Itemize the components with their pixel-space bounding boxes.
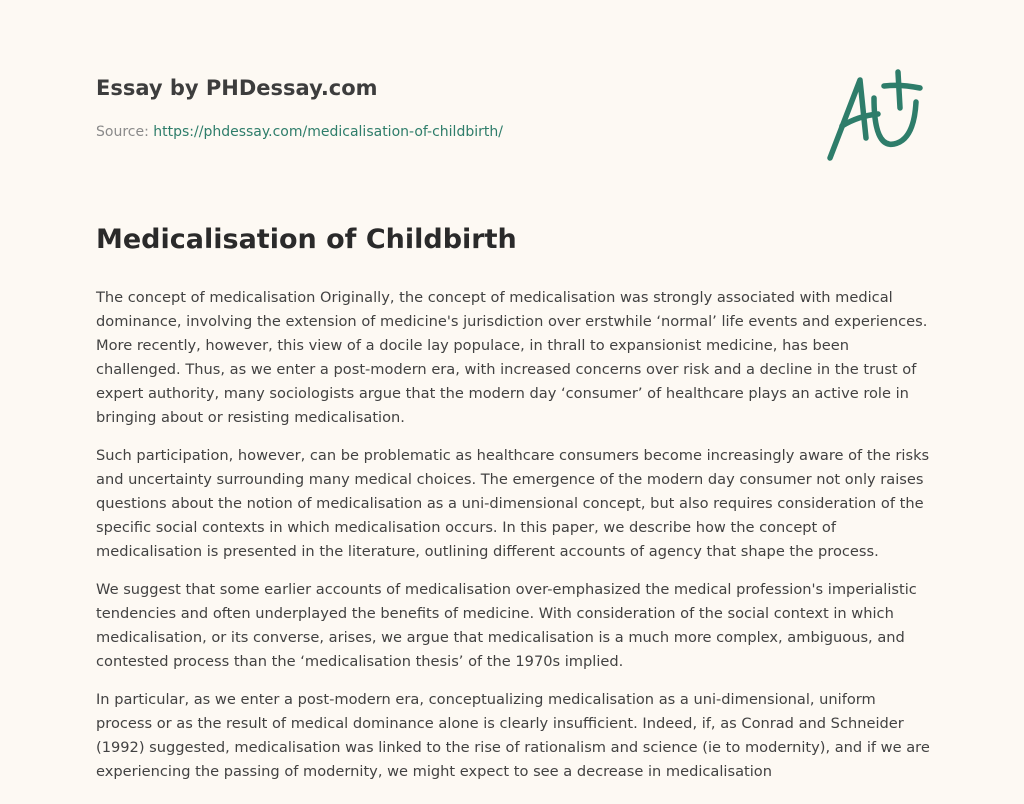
- source-line: [96, 124, 503, 140]
- essay-paragraph: In particular, as we enter a post-modern era, conceptualizing medicalisation as a uni-dimensional, uniform process or as the result of medical dominance alone is clearly insufficient. Indeed, if, as Conrad and Schneider (1992) suggested, medicalisation was linked to the rise of rationalism and science (ie to modernity), and if we are experiencing the passing of modernity, we might expect to see a decrease in medicalisation: [96, 691, 930, 780]
- source-link[interactable]: https://phdessay.com/medicalisation-of-childbirth/: [153, 124, 503, 140]
- essay-paragraph: We suggest that some earlier accounts of medicalisation over-emphasized the medical profession's imperialistic tendencies and often underplayed the benefits of medicine. With consideration of the social context in which medicalisation, or its converse, arises, we argue that medicalisation is a much more complex, ambiguous, and contested process than the ‘medicalisation thesis’ of the 1970s implied.: [96, 581, 917, 670]
- a-plus-grade-icon: [822, 68, 930, 164]
- essay-body: [96, 286, 936, 798]
- essay-title: Medicalisation of Childbirth: [96, 224, 517, 255]
- source-label: Source:: [96, 124, 149, 140]
- site-brand: Essay by PHDessay.com: [96, 76, 378, 100]
- essay-paragraph: The concept of medicalisation Originally, the concept of medicalisation was strongly associated with medical dominance, involving the extension of medicine's jurisdiction over erstwhile ‘normal’ life events and experiences. More recently, however, this view of a docile lay populace, in thrall to expansionist medicine, has been challenged. Thus, as we enter a post-modern era, with increased concerns over risk and a decline in the trust of expert authority, many sociologists argue that the modern day ‘consumer’ of healthcare plays an active role in bringing about or resisting medicalisation.: [96, 289, 928, 426]
- essay-paragraph: Such participation, however, can be problematic as healthcare consumers become increasingly aware of the risks and uncertainty surrounding many medical choices. The emergence of the modern day consumer not only raises questions about the notion of medicalisation as a uni-dimensional concept, but also requires consideration of the specific social contexts in which medicalisation occurs. In this paper, we describe how the concept of medicalisation is presented in the literature, outlining different accounts of agency that shape the process.: [96, 447, 930, 560]
